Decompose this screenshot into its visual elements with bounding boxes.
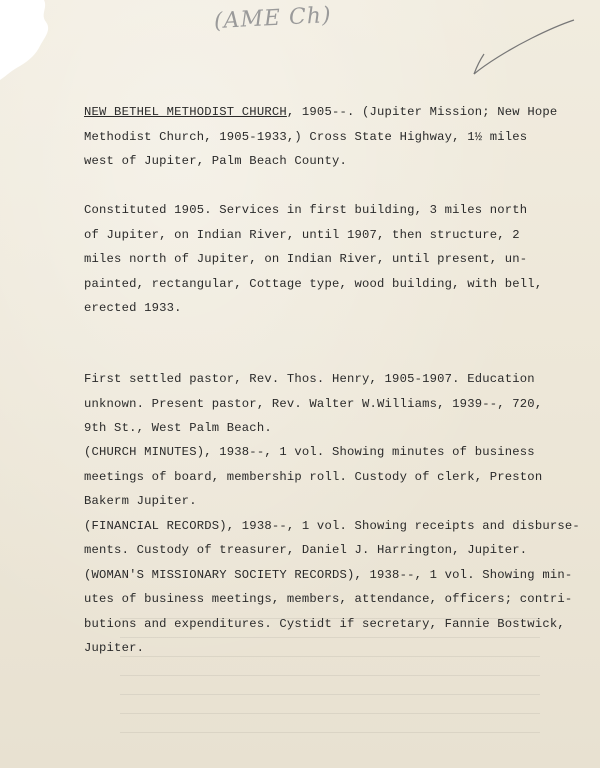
paragraph-line: 9th St., West Palm Beach. [84,421,272,435]
paragraph-line: of Jupiter, on Indian River, until 1907, then structure, 2 [84,227,520,242]
paragraph-line: painted, rectangular, Cottage type, wood building, with bell, [84,276,543,291]
heading-line: NEW BETHEL METHODIST CHURCH, 1905--. (Jupiter Mission; New Hope [84,105,558,119]
pencil-checkmark-icon [468,16,578,86]
record-line: (FINANCIAL RECORDS), 1938--, 1 vol. Showing receipts and disburse- [84,518,580,533]
heading-line: Methodist Church, 1905-1933,) Cross State Highway, 1½ miles [84,129,528,144]
bleed-through-texture [120,600,540,750]
heading-line: west of Jupiter, Palm Beach County. [84,154,347,168]
record-line: (WOMAN'S MISSIONARY SOCIETY RECORDS), 1938--, 1 vol. Showing min- [84,567,573,582]
paragraph-line: erected 1933. [84,301,182,315]
paragraph-line: unknown. Present pastor, Rev. Walter W.Williams, 1939--, 720, [84,396,543,411]
church-name: NEW BETHEL METHODIST CHURCH [84,105,287,119]
record-line: ments. Custody of treasurer, Daniel J. Harrington, Jupiter. [84,543,528,557]
handwritten-annotation: (AME Ch) [213,2,333,35]
record-line: butions and expenditures. Cystidt if secretary, Fannie Bostwick, [84,616,565,631]
record-line: utes of business meetings, members, attendance, officers; contri- [84,592,573,606]
paragraph-line: First settled pastor, Rev. Thos. Henry, 1905-1907. Education [84,372,535,386]
paragraph-line: Constituted 1905. Services in first building, 3 miles north [84,203,528,217]
record-line: Jupiter. [84,641,145,655]
record-line: meetings of board, membership roll. Custody of clerk, Preston [84,469,543,484]
paragraph-line: miles north of Jupiter, on Indian River, until present, un- [84,252,528,266]
record-line: Bakerm Jupiter. [84,494,197,508]
record-line: (CHURCH MINUTES), 1938--, 1 vol. Showing minutes of business [84,445,535,459]
pastors-paragraph [84,367,544,441]
heading-block [84,100,558,174]
constitution-paragraph [84,198,544,321]
torn-corner [0,0,60,80]
